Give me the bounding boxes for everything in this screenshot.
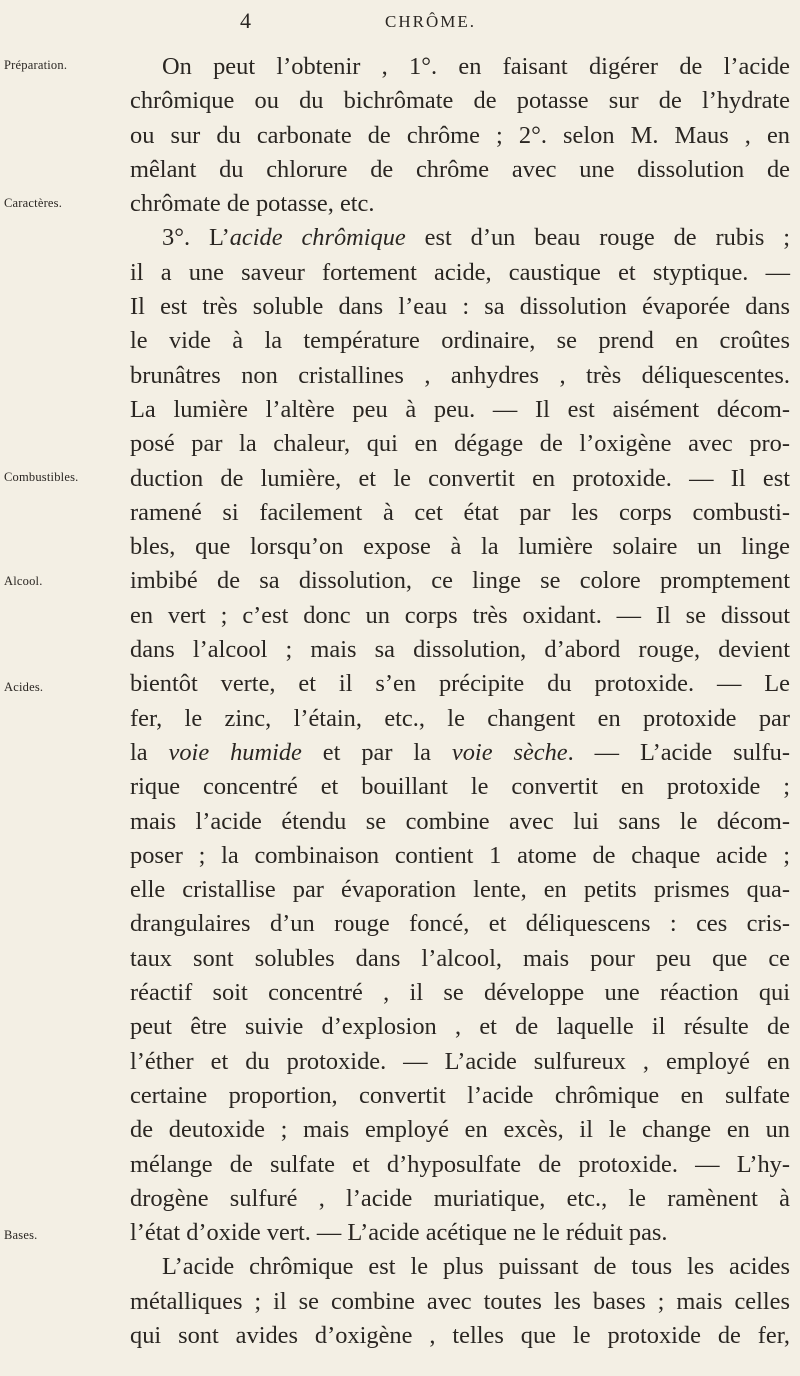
text-line: il a une saveur fortement acide, caustique et styptique. — [130,258,790,286]
text-line: peut être suivie d’explosion , et de laquelle il résulte de [130,1013,790,1041]
text-line [130,736,790,770]
text-line: duction de lumière, et le convertit en protoxide. — Il est [130,464,790,492]
text-line: bles, que lorsqu’on expose à la lumière solaire un linge [130,533,790,561]
text-line [130,221,790,255]
text-line: réactif soit concentré , il se développe une réaction qui [130,979,790,1007]
italic-term: acide chrômique [229,224,406,252]
text-line: imbibé de sa dissolution, ce linge se colore promptement [130,567,790,595]
margin-note-bases: Bases. [4,1228,38,1242]
text-line: Il est très soluble dans l’eau : sa dissolution évaporée dans [130,293,790,321]
text-line: dans l’alcool ; mais sa dissolution, d’abord rouge, devient [130,636,790,664]
text-line: La lumière l’altère peu à peu. — Il est aisément décom- [130,395,790,423]
text-run: L’ [208,224,230,252]
text-line: mélange de sulfate et d’hyposulfate de protoxide. — L’hy- [130,1150,790,1178]
text-line: de deutoxide ; mais employé en excès, il le change en un [130,1116,790,1144]
text-line: ou sur du carbonate de chrôme ; 2°. selon M. Maus , en [130,121,790,149]
text-line: mais l’acide étendu se combine avec lui sans le décom- [130,807,790,835]
text-line: certaine proportion, convertit l’acide chrômique en sulfate [130,1081,790,1109]
text-line: ramené si facilement à cet état par les corps combusti- [130,498,790,526]
text-line: chrômique ou du bichrômate de potasse sur de l’hydrate [130,87,790,115]
header-title: CHRÔME. [385,12,476,31]
text-line: l’éther et du protoxide. — L’acide sulfureux , employé en [130,1047,790,1075]
text-line: L’acide chrômique est le plus puissant de tous les acides [162,1253,790,1281]
text-run: et par la [301,738,452,766]
text-line: drogène sulfuré , l’acide muriatique, etc., le ramènent à [130,1184,790,1212]
text-line: fer, le zinc, l’étain, etc., le changent en protoxide par [130,704,790,732]
text-run: la [130,738,169,766]
text-run: est d’un beau rouge de rubis ; [405,224,790,252]
italic-term: voie humide [168,738,302,766]
text-line: bientôt verte, et il s’en précipite du protoxide. — Le [130,670,790,698]
italic-term: voie sèche [451,738,568,766]
margin-note-alcool: Alcool. [4,574,43,588]
text-line: en vert ; c’est donc un corps très oxidant. — Il se dissout [130,601,790,629]
text-line: posé par la chaleur, qui en dégage de l’oxigène avec pro- [130,430,790,458]
text-line: On peut l’obtenir , 1°. en faisant digérer de l’acide [162,53,790,80]
text-line: taux sont solubles dans l’alcool, mais pour peu que ce [130,944,790,972]
text-run: . — L’acide sulfu- [567,738,791,766]
text-line: qui sont avides d’oxigène , telles que le protoxide de fer, [130,1321,790,1349]
text-line: rique concentré et bouillant le convertit en protoxide ; [130,773,790,801]
text-line: chrômate de potasse, etc. [130,190,375,218]
text-line: le vide à la température ordinaire, se prend en croûtes [130,327,790,355]
body-text [130,50,790,1353]
text-line: mêlant du chlorure de chrôme avec une dissolution de [130,155,790,183]
text-line: brunâtres non cristallines , anhydres , très déliquescentes. [130,361,790,389]
text-line: l’état d’oxide vert. — L’acide acétique ne le réduit pas. [130,1219,668,1247]
text-line: poser ; la combinaison contient 1 atome de chaque acide ; [130,841,790,869]
text-line: métalliques ; il se combine avec toutes les bases ; mais celles [130,1287,790,1315]
margin-note-preparation: Préparation. [4,58,68,72]
text-line: elle cristallise par évaporation lente, en petits prismes qua- [130,876,790,904]
text-run: 3°. [162,224,209,252]
page-number: 4 [240,8,251,33]
margin-note-acides: Acides. [4,680,44,694]
margin-note-caracteres: Caractères. [4,196,63,210]
running-head [0,8,800,38]
text-line: drangulaires d’un rouge foncé, et déliquescens : ces cris- [130,910,790,938]
margin-note-combustibles: Combustibles. [4,470,79,484]
